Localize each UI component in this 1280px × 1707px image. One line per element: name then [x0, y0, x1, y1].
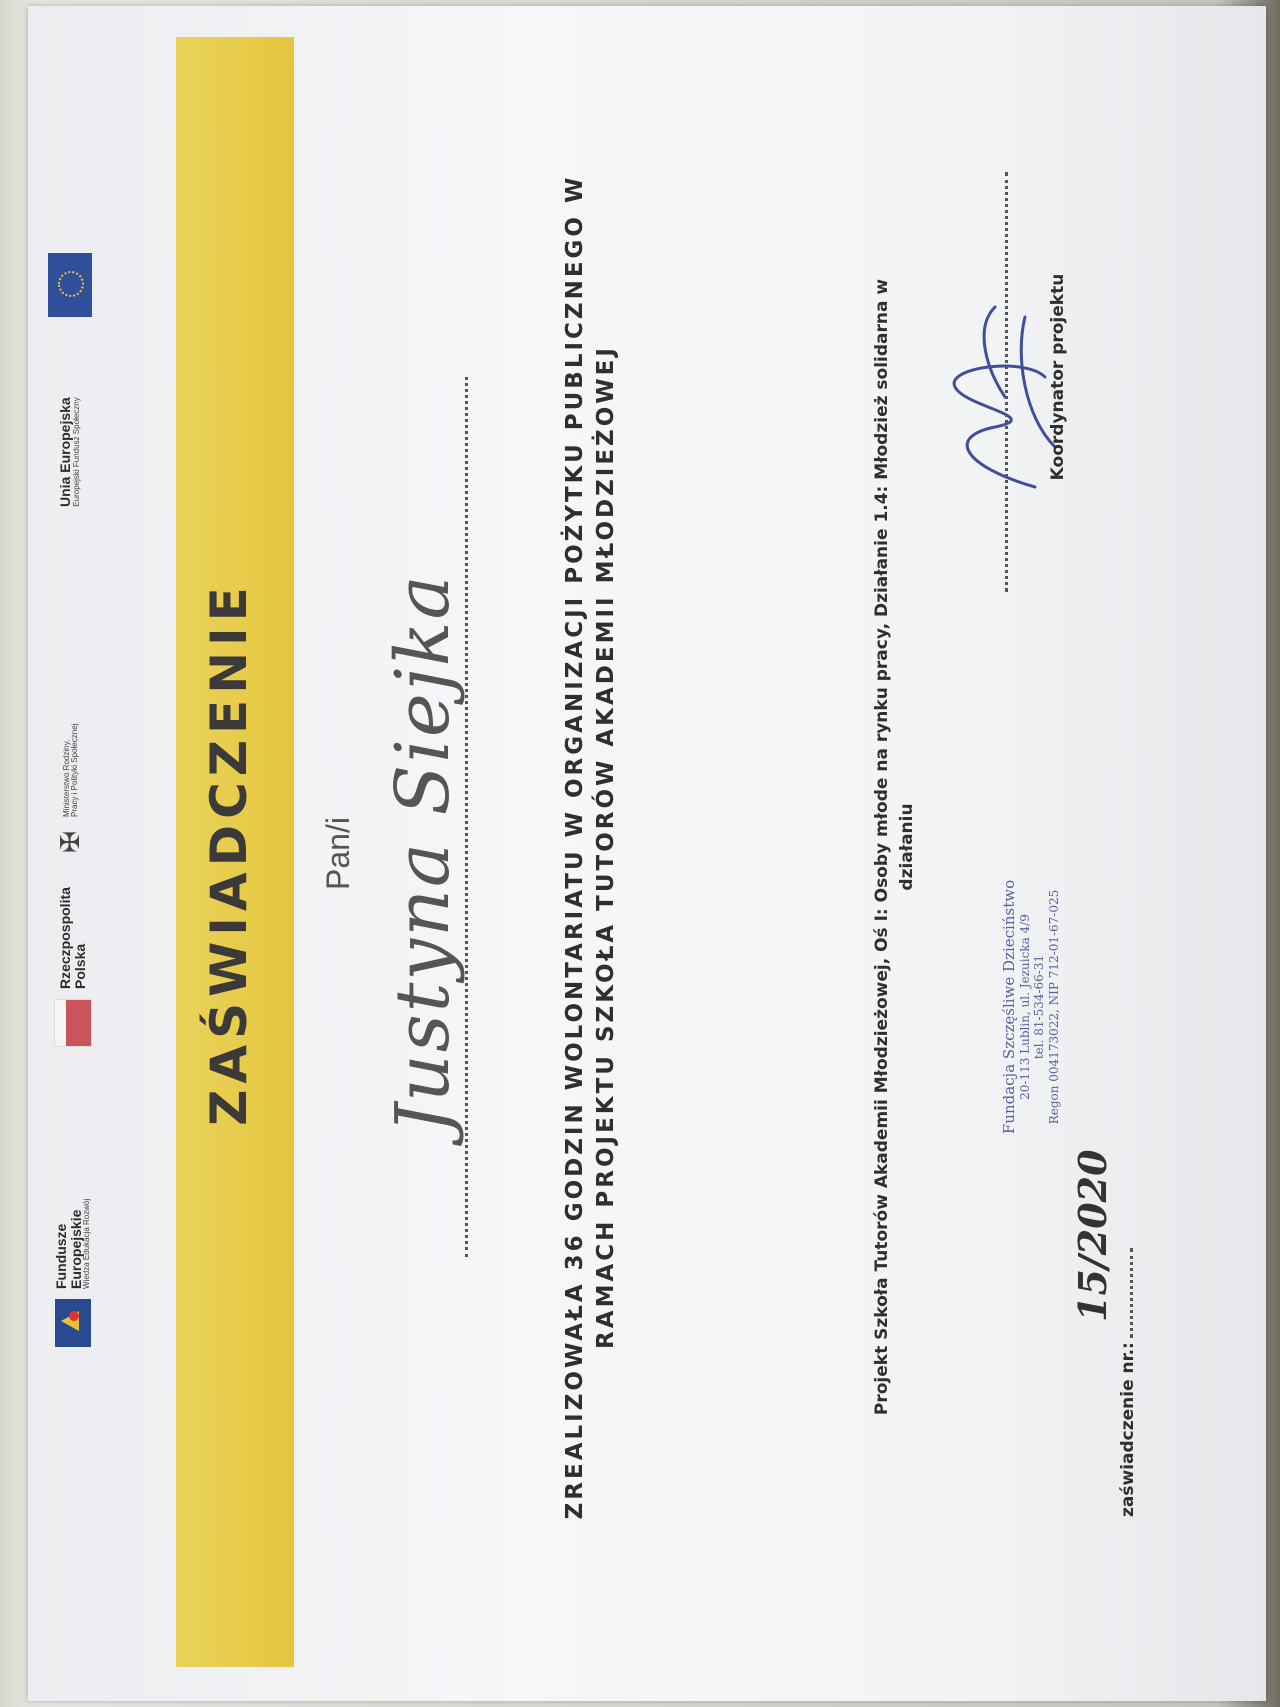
project-description: Projekt Szkoła Tutorów Akademii Młodzieżowej, Oś I: Osoby młode na rynku pracy, Działanie 1.4: Młodzież solidarna w działaniu — [872, 278, 917, 1416]
fe-line3: Wiedza Edukacja Rozwój — [82, 1198, 92, 1289]
stamp-line1: Fundacja Szczęśliwe Dzieciństwo — [1000, 879, 1018, 1135]
certificate-title: ZAŚWIADCZENIE — [200, 581, 258, 1126]
ministry-line2: Pracy i Polityki Społecznej — [70, 723, 79, 817]
certificate-number-value: 15/2020 — [1070, 1149, 1115, 1322]
salutation: Pan/i — [320, 817, 356, 890]
rp-logo — [54, 887, 92, 1047]
name-dotted-line — [465, 377, 468, 1257]
eu-line2: Europejski Fundusz Społeczny — [72, 397, 82, 507]
stamp-line4: Regon 004173022, NIP 712-01-67-025 — [1046, 889, 1061, 1125]
ministry-logo — [54, 724, 88, 857]
eu-logo — [48, 253, 92, 507]
recipient-name: Justyna Siejka — [380, 573, 466, 1134]
fundusze-europejskie-icon — [55, 1299, 91, 1347]
fe-line1: Fundusze — [53, 1223, 69, 1289]
statement-text: ZREALIZOWAŁA 36 GODZIN WOLONTARIATU W ORGANIZACJI POŻYTKU PUBLICZNEGO W RAMACH PROJEKTU SZKOŁA TUTORÓW AKADEMII MŁODZIEŻOWEJ — [562, 174, 620, 1520]
polish-flag-icon — [54, 999, 92, 1047]
rp-line2: Polska — [72, 943, 88, 989]
fe-line2: Europejskie — [67, 1209, 84, 1289]
stamp-line3: tel. 81-534-66-31 — [1032, 954, 1047, 1060]
organization-stamp — [1000, 847, 1061, 1167]
ministry-line1: Ministerstwo Rodziny, — [61, 739, 71, 817]
stamp-line2: 20-113 Lublin, ul. Jezuicka 4/9 — [1018, 914, 1032, 1100]
fe-logo — [54, 1199, 92, 1347]
certificate-number-dots — [1130, 1248, 1133, 1338]
coordinator-label: Koordynator projektu — [1048, 273, 1068, 481]
eu-line1: Unia Europejska — [57, 397, 74, 507]
signature-dotted-line — [1005, 172, 1008, 592]
eagle-emblem-icon: ✠ — [56, 831, 86, 853]
certificate-number — [1070, 957, 1138, 1517]
eu-flag-icon — [48, 253, 92, 317]
rp-line1: Rzeczpospolita — [57, 887, 74, 989]
logo-strip — [0, 0, 180, 1707]
certificate-number-label: zaświadczenie nr.: — [1118, 1342, 1138, 1517]
